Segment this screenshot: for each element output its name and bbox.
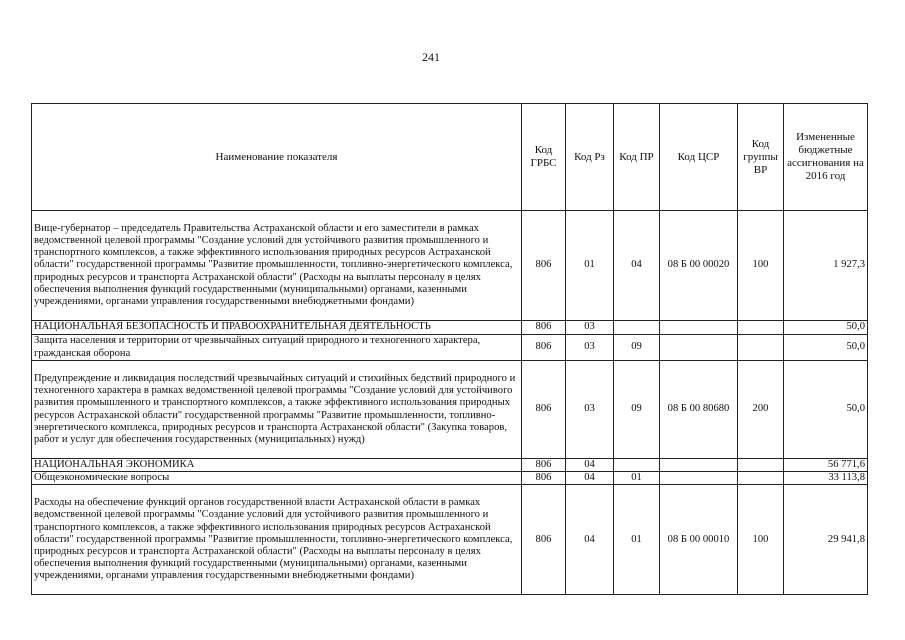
- row-amount: 56 771,6: [784, 459, 868, 472]
- row-pr: 01: [614, 472, 660, 485]
- table-row: [32, 459, 868, 472]
- row-grbs: 806: [522, 211, 566, 321]
- row-amount: 1 927,3: [784, 211, 868, 321]
- row-name: НАЦИОНАЛЬНАЯ ЭКОНОМИКА: [32, 459, 522, 472]
- row-name: Расходы на обеспечение функций органов государственной власти Астраханской области в рамках ведомственной целевой программы "Создание условий для устойчивого развития промышленного и транспортного комплексов, а также эффективного использования природных ресурсов Астраханской области" государственной программы "Развитие промышленности, топливно-энергетического комплекса, природных ресурсов и транспорта Астраханской области" (Расходы на выплаты персоналу в целях обеспечения выполнения функций государственными (муниципальными) органами, казенными учреждениями, органами управления государственными внебюджетными фондами): [32, 485, 522, 595]
- row-csr: 08 Б 00 00020: [660, 211, 738, 321]
- row-grbs: 806: [522, 472, 566, 485]
- table-header-row: [32, 104, 868, 211]
- budget-table: [31, 103, 868, 595]
- table-row: [32, 472, 868, 485]
- row-pr: [614, 459, 660, 472]
- row-rz: 03: [566, 321, 614, 335]
- row-grbs: 806: [522, 485, 566, 595]
- row-vr: [738, 459, 784, 472]
- row-amount: 50,0: [784, 321, 868, 335]
- row-pr: 01: [614, 485, 660, 595]
- row-rz: 01: [566, 211, 614, 321]
- table-row: [32, 321, 868, 335]
- row-grbs: 806: [522, 361, 566, 459]
- row-grbs: 806: [522, 335, 566, 361]
- row-pr: 09: [614, 361, 660, 459]
- row-csr: 08 Б 00 80680: [660, 361, 738, 459]
- row-vr: [738, 335, 784, 361]
- row-amount: 29 941,8: [784, 485, 868, 595]
- row-vr: [738, 472, 784, 485]
- header-amount: Измененные бюджетные ассигнования на 2016 год: [784, 104, 868, 211]
- table-row: [32, 335, 868, 361]
- row-grbs: 806: [522, 321, 566, 335]
- row-name: Предупреждение и ликвидация последствий чрезвычайных ситуаций и стихийных бедствий природного и техногенного характера в рамках ведомственной целевой программы "Создание условий для устойчивого развития промышленного и транспортного комплексов, а также эффективного использования природных ресурсов Астраханской области" государственной программы "Развитие промышленности, топливно-энергетического комплекса, природных ресурсов и транспорта Астраханской области" (Закупка товаров, работ и услуг для обеспечения государственных (муниципальных) нужд): [32, 361, 522, 459]
- row-csr: [660, 335, 738, 361]
- row-csr: [660, 472, 738, 485]
- table-row: [32, 485, 868, 595]
- row-grbs: 806: [522, 459, 566, 472]
- row-csr: 08 Б 00 00010: [660, 485, 738, 595]
- row-vr: 100: [738, 211, 784, 321]
- row-name: Общеэкономические вопросы: [32, 472, 522, 485]
- row-pr: [614, 321, 660, 335]
- page-number: 241: [422, 50, 440, 64]
- table-row: [32, 361, 868, 459]
- row-csr: [660, 321, 738, 335]
- row-rz: 03: [566, 335, 614, 361]
- row-vr: 200: [738, 361, 784, 459]
- header-vr: Код группы ВР: [738, 104, 784, 211]
- row-amount: 50,0: [784, 361, 868, 459]
- row-rz: 04: [566, 459, 614, 472]
- row-csr: [660, 459, 738, 472]
- row-amount: 50,0: [784, 335, 868, 361]
- row-amount: 33 113,8: [784, 472, 868, 485]
- row-pr: 09: [614, 335, 660, 361]
- row-vr: 100: [738, 485, 784, 595]
- row-name: Вице-губернатор – председатель Правительства Астраханской области и его заместители в рамках ведомственной целевой программы "Создание условий для устойчивого развития промышленного и транспортного комплексов, а также эффективного использования природных ресурсов Астраханской области" государственной программы "Развитие промышленности, топливно-энергетического комплекса, природных ресурсов и транспорта Астраханской области" (Расходы на выплаты персоналу в целях обеспечения выполнения функций государственными (муниципальными) органами, казенными учреждениями, органами управления государственными внебюджетными фондами): [32, 211, 522, 321]
- row-rz: 04: [566, 472, 614, 485]
- header-name: Наименование показателя: [32, 104, 522, 211]
- table-row: [32, 211, 868, 321]
- row-name: НАЦИОНАЛЬНАЯ БЕЗОПАСНОСТЬ И ПРАВООХРАНИТЕЛЬНАЯ ДЕЯТЕЛЬНОСТЬ: [32, 321, 522, 335]
- row-rz: 04: [566, 485, 614, 595]
- row-vr: [738, 321, 784, 335]
- header-csr: Код ЦСР: [660, 104, 738, 211]
- row-name: Защита населения и территории от чрезвычайных ситуаций природного и техногенного характера, гражданская оборона: [32, 335, 522, 361]
- row-rz: 03: [566, 361, 614, 459]
- header-grbs: Код ГРБС: [522, 104, 566, 211]
- header-pr: Код ПР: [614, 104, 660, 211]
- header-rz: Код Рз: [566, 104, 614, 211]
- row-pr: 04: [614, 211, 660, 321]
